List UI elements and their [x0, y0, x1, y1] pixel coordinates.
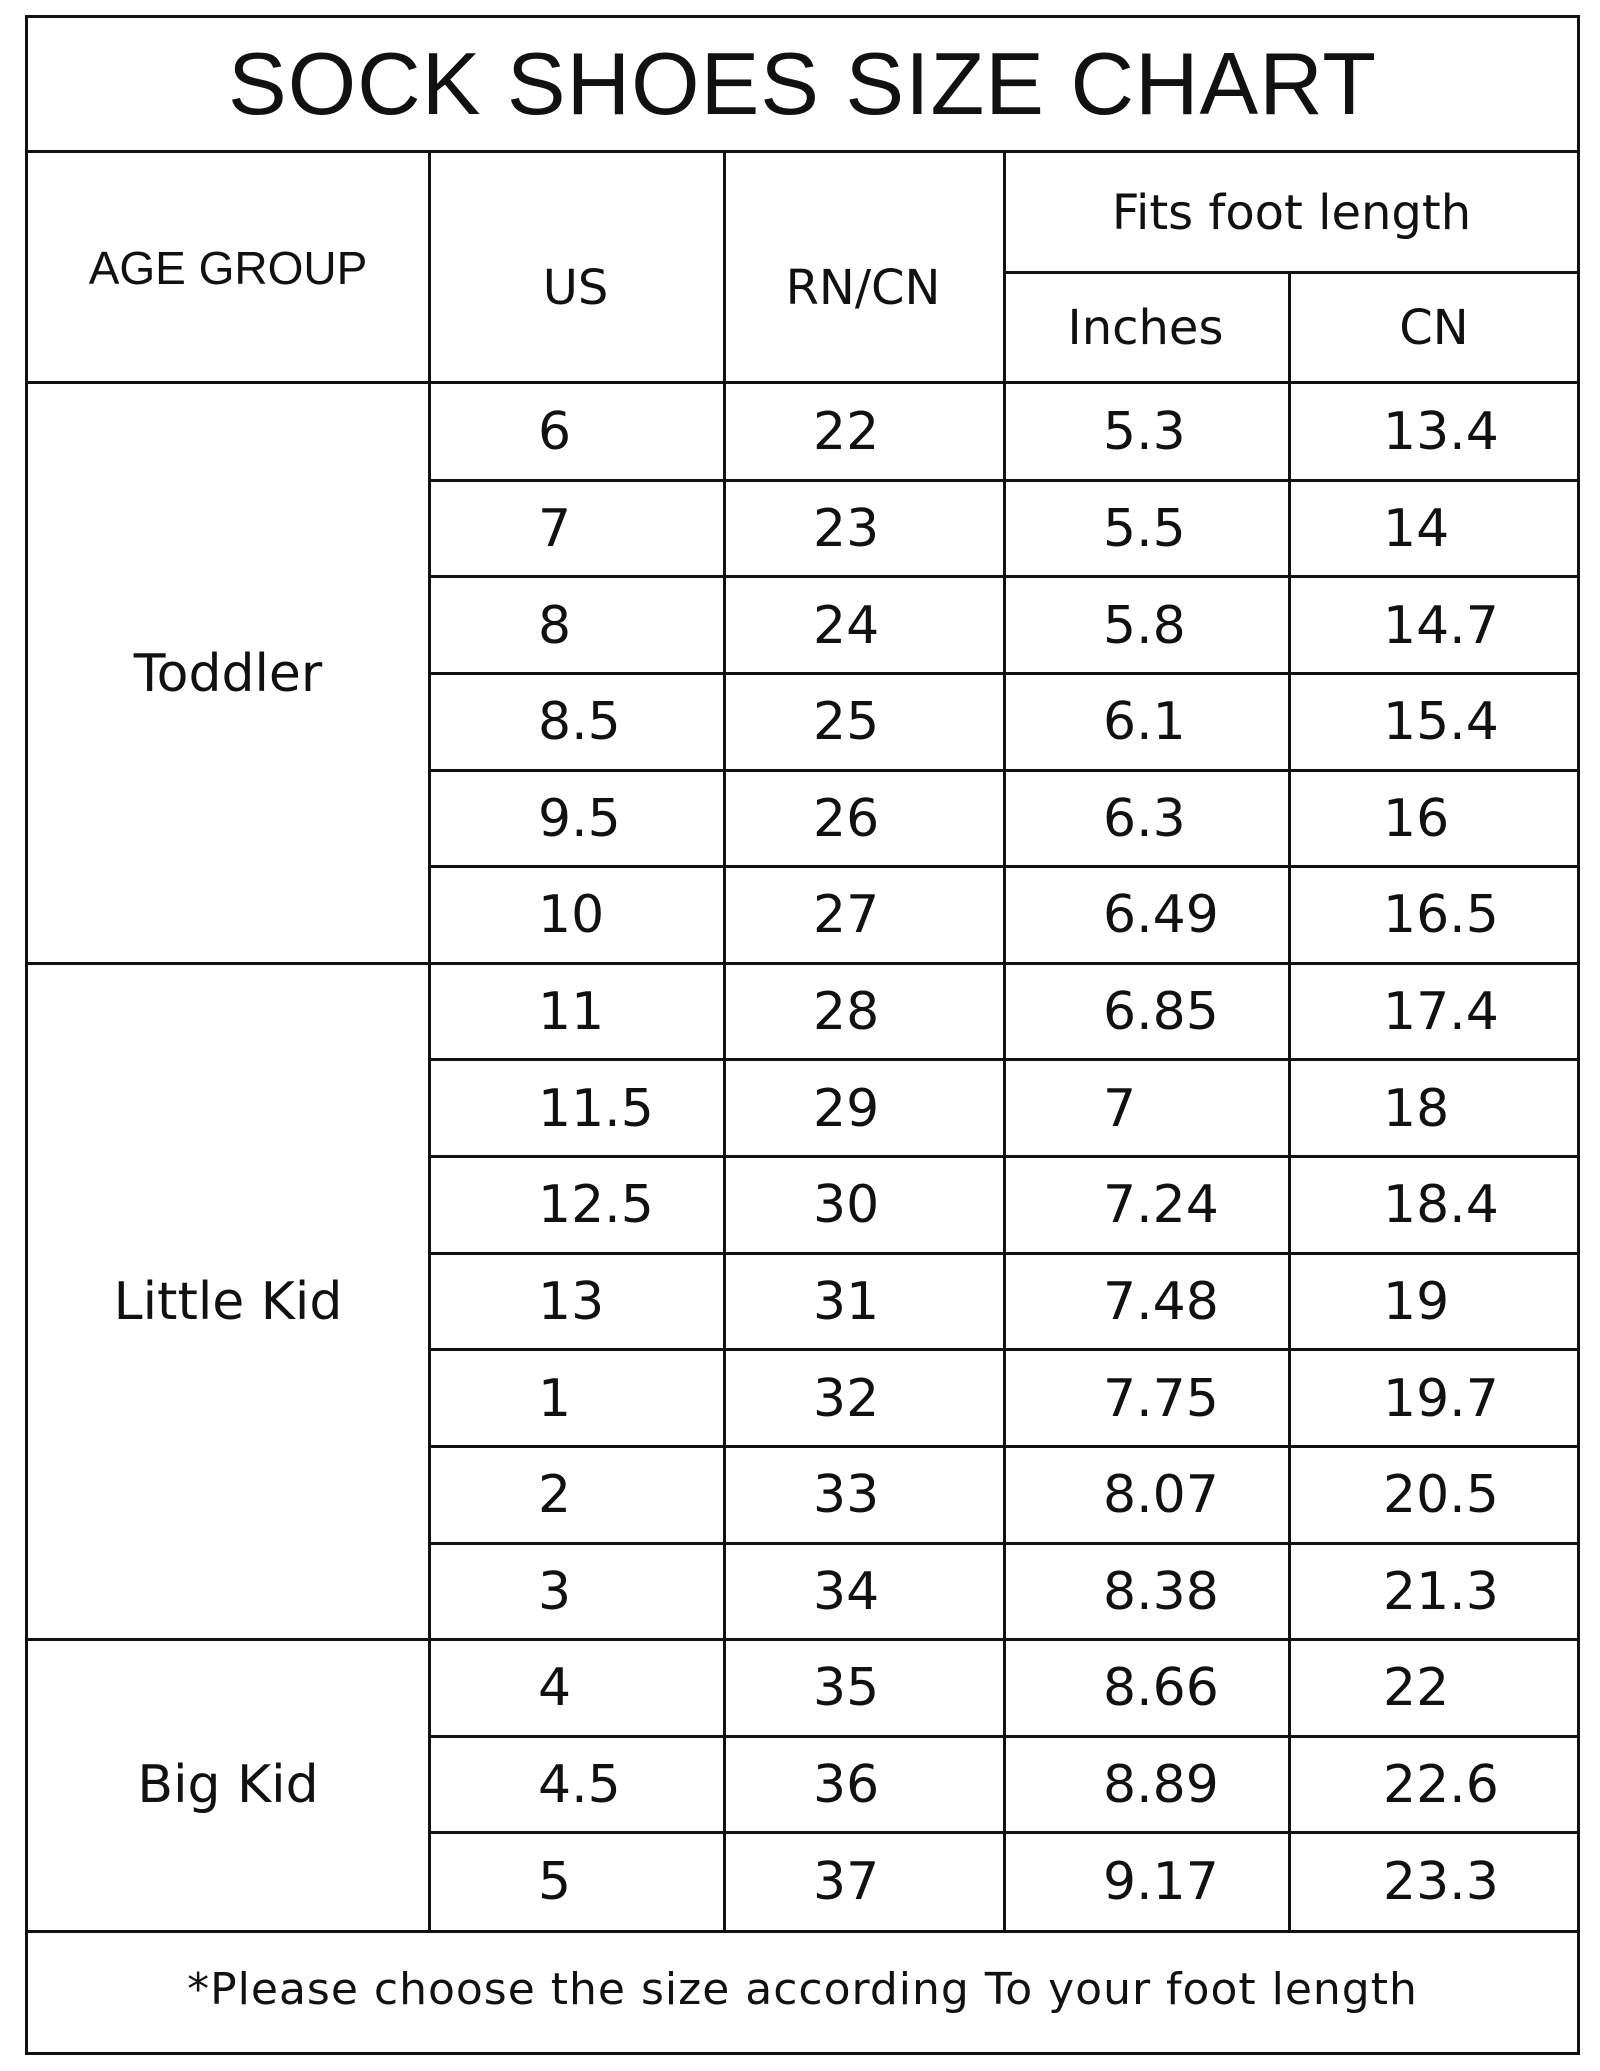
row-divider	[428, 865, 1580, 868]
rn-cn-cell: 34	[813, 1561, 880, 1622]
rn-cn-cell: 36	[813, 1755, 880, 1816]
us-cell: 4	[538, 1658, 572, 1719]
inches-cell: 7.75	[1103, 1368, 1219, 1429]
row-divider	[428, 479, 1580, 482]
header-cn: CN	[1399, 300, 1469, 356]
inches-cell: 5.3	[1103, 402, 1186, 463]
cn-cell: 14.7	[1383, 595, 1499, 656]
us-cell: 3	[538, 1561, 572, 1622]
header-inches: Inches	[1067, 300, 1224, 356]
cn-cell: 19.7	[1383, 1368, 1499, 1429]
age-group-cell: Big Kid	[137, 1755, 319, 1816]
rn-cn-cell: 22	[813, 402, 880, 463]
header-rn-cn: RN/CN	[785, 260, 941, 316]
cn-cell: 23.3	[1383, 1851, 1499, 1912]
header-inches-cn-divider	[1288, 271, 1291, 383]
row-divider	[428, 1542, 1580, 1545]
us-cell: 8	[538, 595, 572, 656]
row-divider	[428, 1058, 1580, 1061]
cn-cell: 18.4	[1383, 1175, 1499, 1236]
cn-cell: 22	[1383, 1658, 1450, 1719]
row-divider	[428, 1831, 1580, 1834]
inches-cell: 8.07	[1103, 1465, 1219, 1526]
us-cell: 4.5	[538, 1755, 621, 1816]
rn-cn-cell: 26	[813, 788, 880, 849]
inches-cell: 7.48	[1103, 1271, 1219, 1332]
rn-cn-cell: 35	[813, 1658, 880, 1719]
cn-cell: 13.4	[1383, 402, 1499, 463]
header-us: US	[542, 260, 609, 316]
us-cell: 5	[538, 1851, 572, 1912]
rn-cn-cell: 23	[813, 498, 880, 559]
rn-cn-cell: 33	[813, 1465, 880, 1526]
row-divider	[428, 1348, 1580, 1351]
us-cell: 9.5	[538, 788, 621, 849]
cn-cell: 18	[1383, 1078, 1450, 1139]
cn-cell: 22.6	[1383, 1755, 1499, 1816]
inches-cell: 5.8	[1103, 595, 1186, 656]
row-divider	[428, 1445, 1580, 1448]
rn-cn-cell: 32	[813, 1368, 880, 1429]
inches-cell: 6.49	[1103, 885, 1219, 946]
cn-cell: 17.4	[1383, 982, 1499, 1043]
us-cell: 11	[538, 982, 605, 1043]
cn-cell: 15.4	[1383, 692, 1499, 753]
cn-cell: 16.5	[1383, 885, 1499, 946]
age-group-cell: Toddler	[133, 643, 323, 704]
cn-cell: 19	[1383, 1271, 1450, 1332]
inches-cell: 6.85	[1103, 982, 1219, 1043]
inches-cell: 6.3	[1103, 788, 1186, 849]
cn-cell: 16	[1383, 788, 1450, 849]
us-cell: 7	[538, 498, 572, 559]
inches-cell: 8.38	[1103, 1561, 1219, 1622]
inches-cell: 7	[1103, 1078, 1137, 1139]
rn-cn-cell: 28	[813, 982, 880, 1043]
rn-cn-cell: 30	[813, 1175, 880, 1236]
cn-cell: 20.5	[1383, 1465, 1499, 1526]
row-divider	[428, 962, 1580, 965]
us-cell: 1	[538, 1368, 572, 1429]
cn-cell: 14	[1383, 498, 1450, 559]
rn-cn-cell: 31	[813, 1271, 880, 1332]
us-cell: 13	[538, 1271, 605, 1332]
inches-cell: 5.5	[1103, 498, 1186, 559]
row-divider	[428, 1252, 1580, 1255]
age-group-cell: Little Kid	[113, 1271, 343, 1332]
rn-cn-cell: 24	[813, 595, 880, 656]
cn-cell: 21.3	[1383, 1561, 1499, 1622]
footer-note: *Please choose the size according To your foot length	[187, 1964, 1418, 2015]
row-divider	[428, 769, 1580, 772]
inches-cell: 7.24	[1103, 1175, 1219, 1236]
us-cell: 8.5	[538, 692, 621, 753]
row-divider	[428, 672, 1580, 675]
row-divider	[428, 1735, 1580, 1738]
us-cell: 12.5	[538, 1175, 654, 1236]
inches-cell: 8.89	[1103, 1755, 1219, 1816]
inches-cell: 9.17	[1103, 1851, 1219, 1912]
rn-cn-cell: 27	[813, 885, 880, 946]
rn-cn-cell: 25	[813, 692, 880, 753]
rn-cn-cell: 29	[813, 1078, 880, 1139]
header-fits-foot-length: Fits foot length	[1111, 185, 1472, 241]
us-cell: 6	[538, 402, 572, 463]
rn-cn-cell: 37	[813, 1851, 880, 1912]
us-cell: 2	[538, 1465, 572, 1526]
us-cell: 10	[538, 885, 605, 946]
row-divider	[428, 1155, 1580, 1158]
header-age-group: AGE GROUP	[88, 242, 368, 294]
row-divider	[428, 575, 1580, 578]
us-cell: 11.5	[538, 1078, 654, 1139]
inches-cell: 6.1	[1103, 692, 1186, 753]
header-subdivider	[1003, 271, 1580, 274]
row-divider	[428, 1638, 1580, 1641]
size-chart	[25, 15, 1580, 2055]
chart-title: SOCK SHOES SIZE CHART	[28, 18, 1577, 153]
inches-cell: 8.66	[1103, 1658, 1219, 1719]
